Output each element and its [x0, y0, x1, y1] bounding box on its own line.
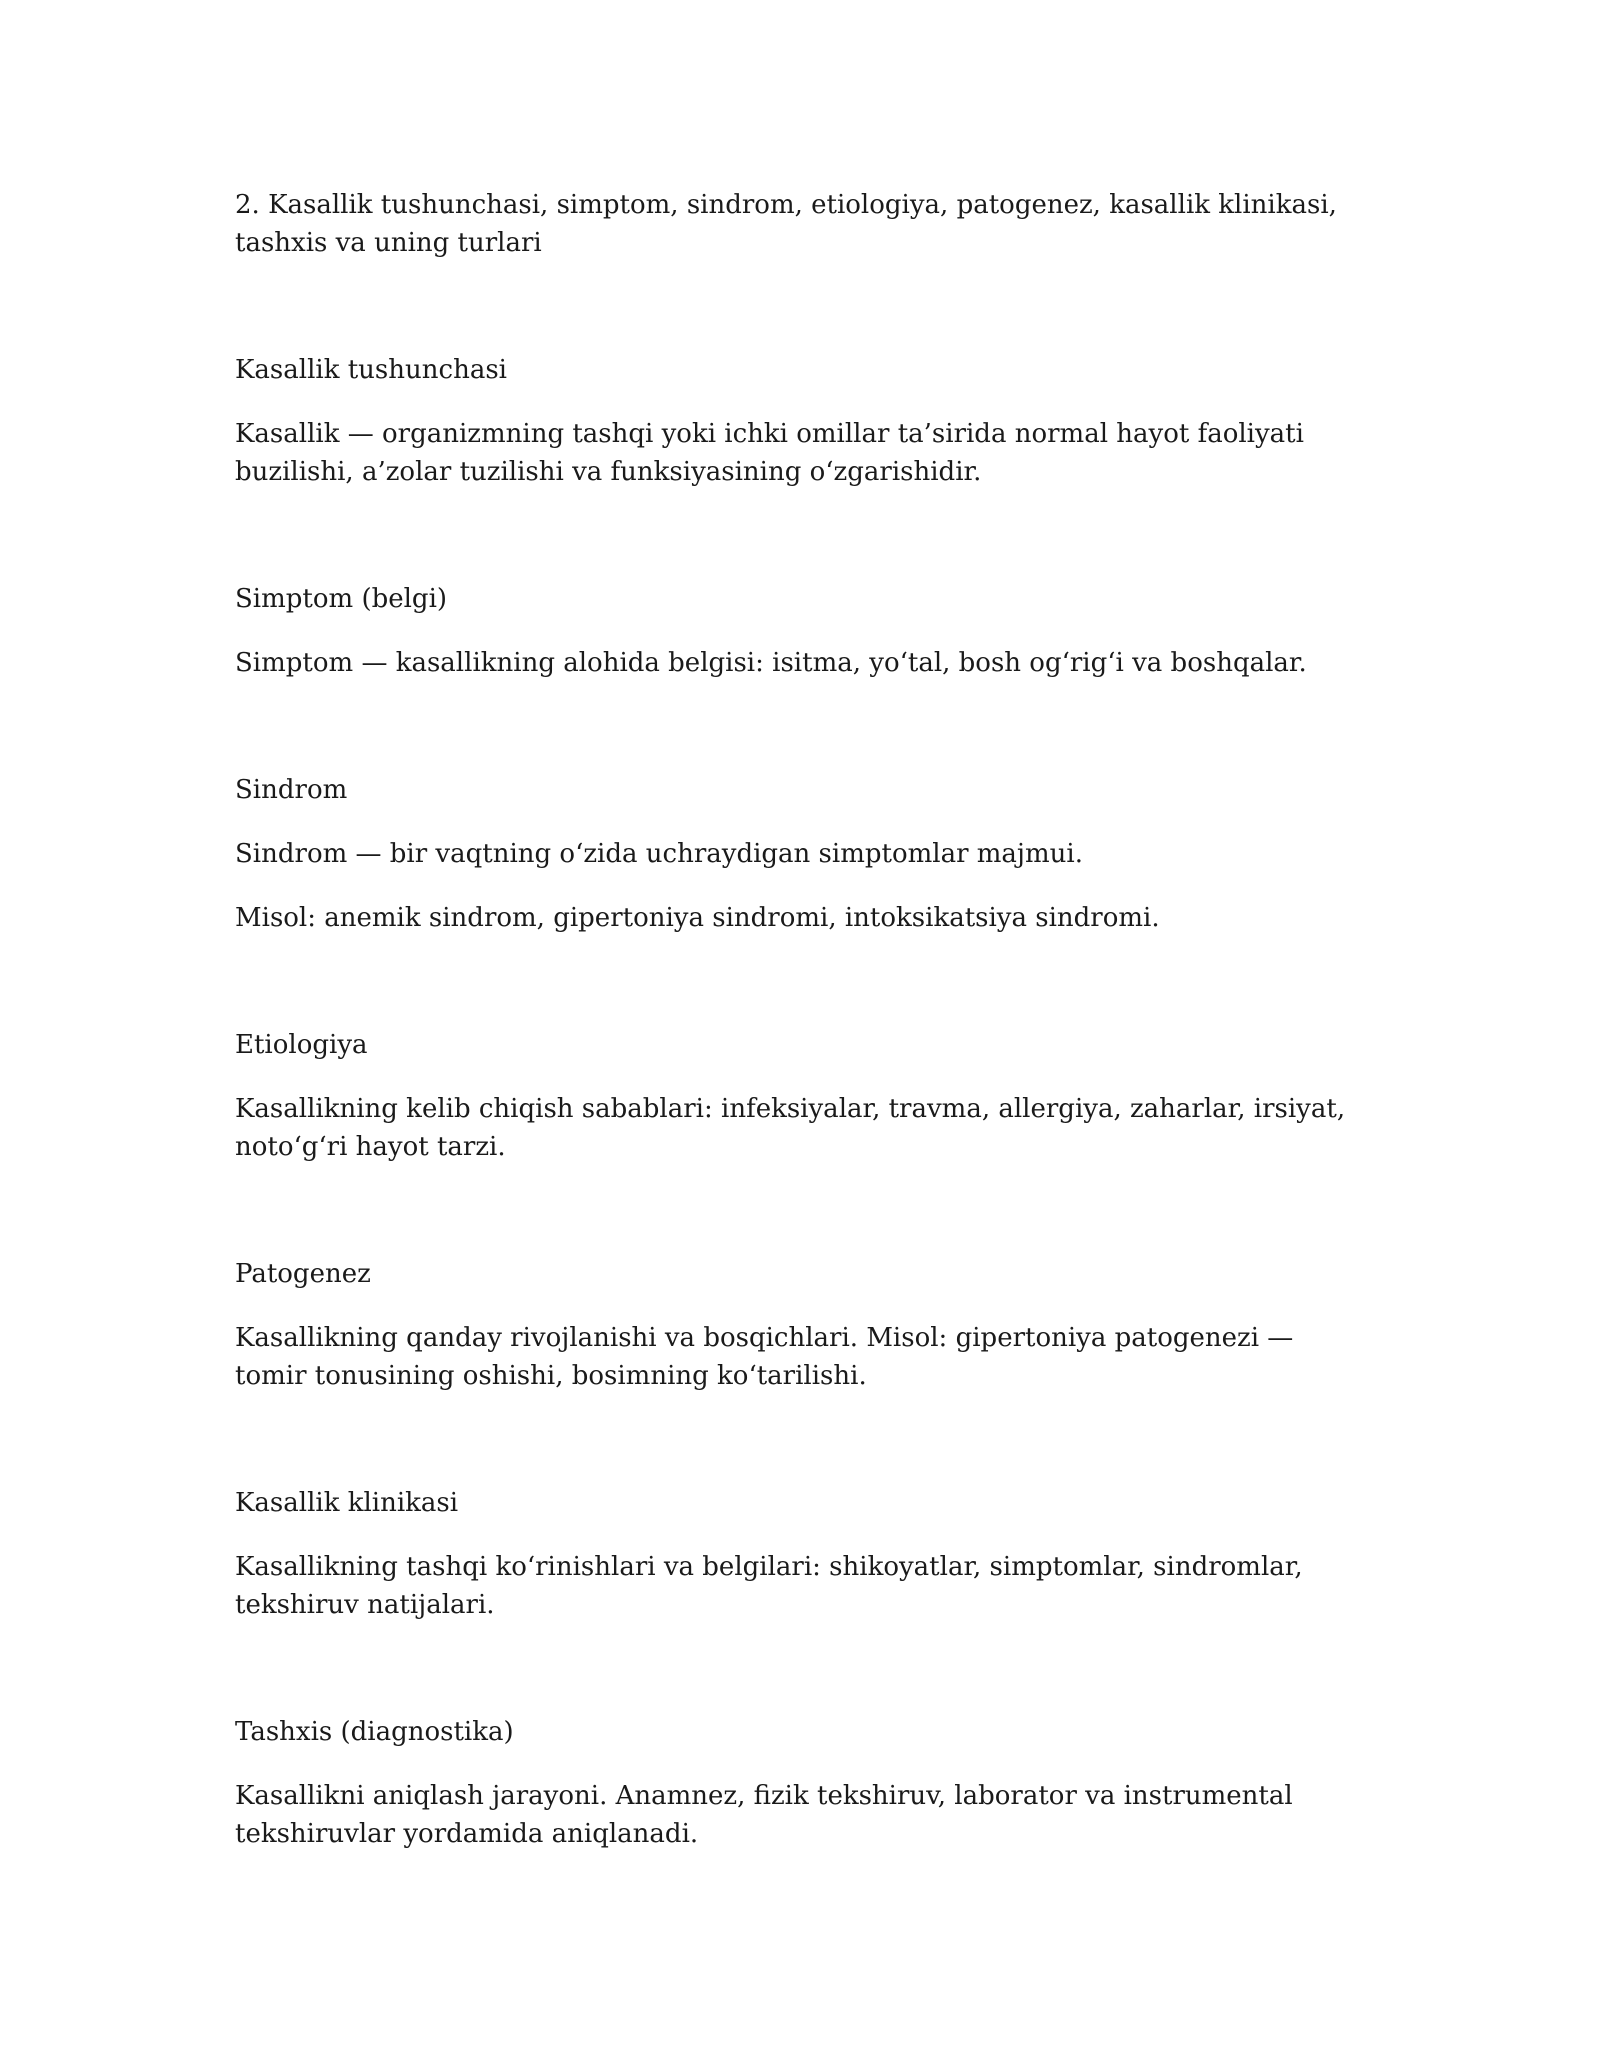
- section-paragraph: Sindrom — bir vaqtning oʻzida uchraydigan simptomlar majmui.: [235, 839, 1083, 869]
- section-simptom: [235, 580, 1365, 682]
- section-heading: Kasallik klinikasi: [235, 1488, 459, 1518]
- section-paragraph: Kasallik — organizmning tashqi yoki ichki omillar ta’sirida normal hayot faoliyati buzilishi, a’zolar tuzilishi va funksiyasining oʻzgarishidir.: [235, 419, 1304, 487]
- document-title: 2. Kasallik tushunchasi, simptom, sindrom, etiologiya, patogenez, kasallik klinikasi, tashxis va uning turlari: [235, 190, 1337, 258]
- section-paragraph: Misol: anemik sindrom, gipertoniya sindromi, intoksikatsiya sindromi.: [235, 903, 1160, 933]
- section-paragraph: Kasallikning tashqi koʻrinishlari va belgilari: shikoyatlar, simptomlar, sindromlar, tekshiruv natijalari.: [235, 1552, 1303, 1620]
- section-heading: Patogenez: [235, 1259, 371, 1289]
- section-etiologiya: [235, 1026, 1365, 1166]
- section-kasallik-klinikasi: [235, 1484, 1365, 1624]
- section-paragraph: Kasallikning kelib chiqish sabablari: infeksiyalar, travma, allergiya, zaharlar, irsiyat, notoʻgʻri hayot tarzi.: [235, 1094, 1346, 1162]
- section-tashxis: [235, 1713, 1365, 1853]
- section-heading: Simptom (belgi): [235, 584, 448, 614]
- section-heading: Sindrom: [235, 775, 348, 805]
- section-heading: Tashxis (diagnostika): [235, 1717, 514, 1747]
- section-patogenez: [235, 1255, 1365, 1395]
- section-sindrom: [235, 771, 1365, 937]
- section-kasallik-tushunchasi: [235, 351, 1365, 491]
- section-heading: Kasallik tushunchasi: [235, 355, 507, 385]
- section-heading: Etiologiya: [235, 1030, 368, 1060]
- document-page: [235, 186, 1365, 1853]
- section-paragraph: Kasallikni aniqlash jarayoni. Anamnez, fizik tekshiruv, laborator va instrumental tekshiruvlar yordamida aniqlanadi.: [235, 1781, 1293, 1849]
- section-paragraph: Simptom — kasallikning alohida belgisi: isitma, yoʻtal, bosh ogʻrigʻi va boshqalar.: [235, 648, 1307, 678]
- section-paragraph: Kasallikning qanday rivojlanishi va bosqichlari. Misol: gipertoniya patogenezi — tomir tonusining oshishi, bosimning koʻtarilishi.: [235, 1323, 1294, 1391]
